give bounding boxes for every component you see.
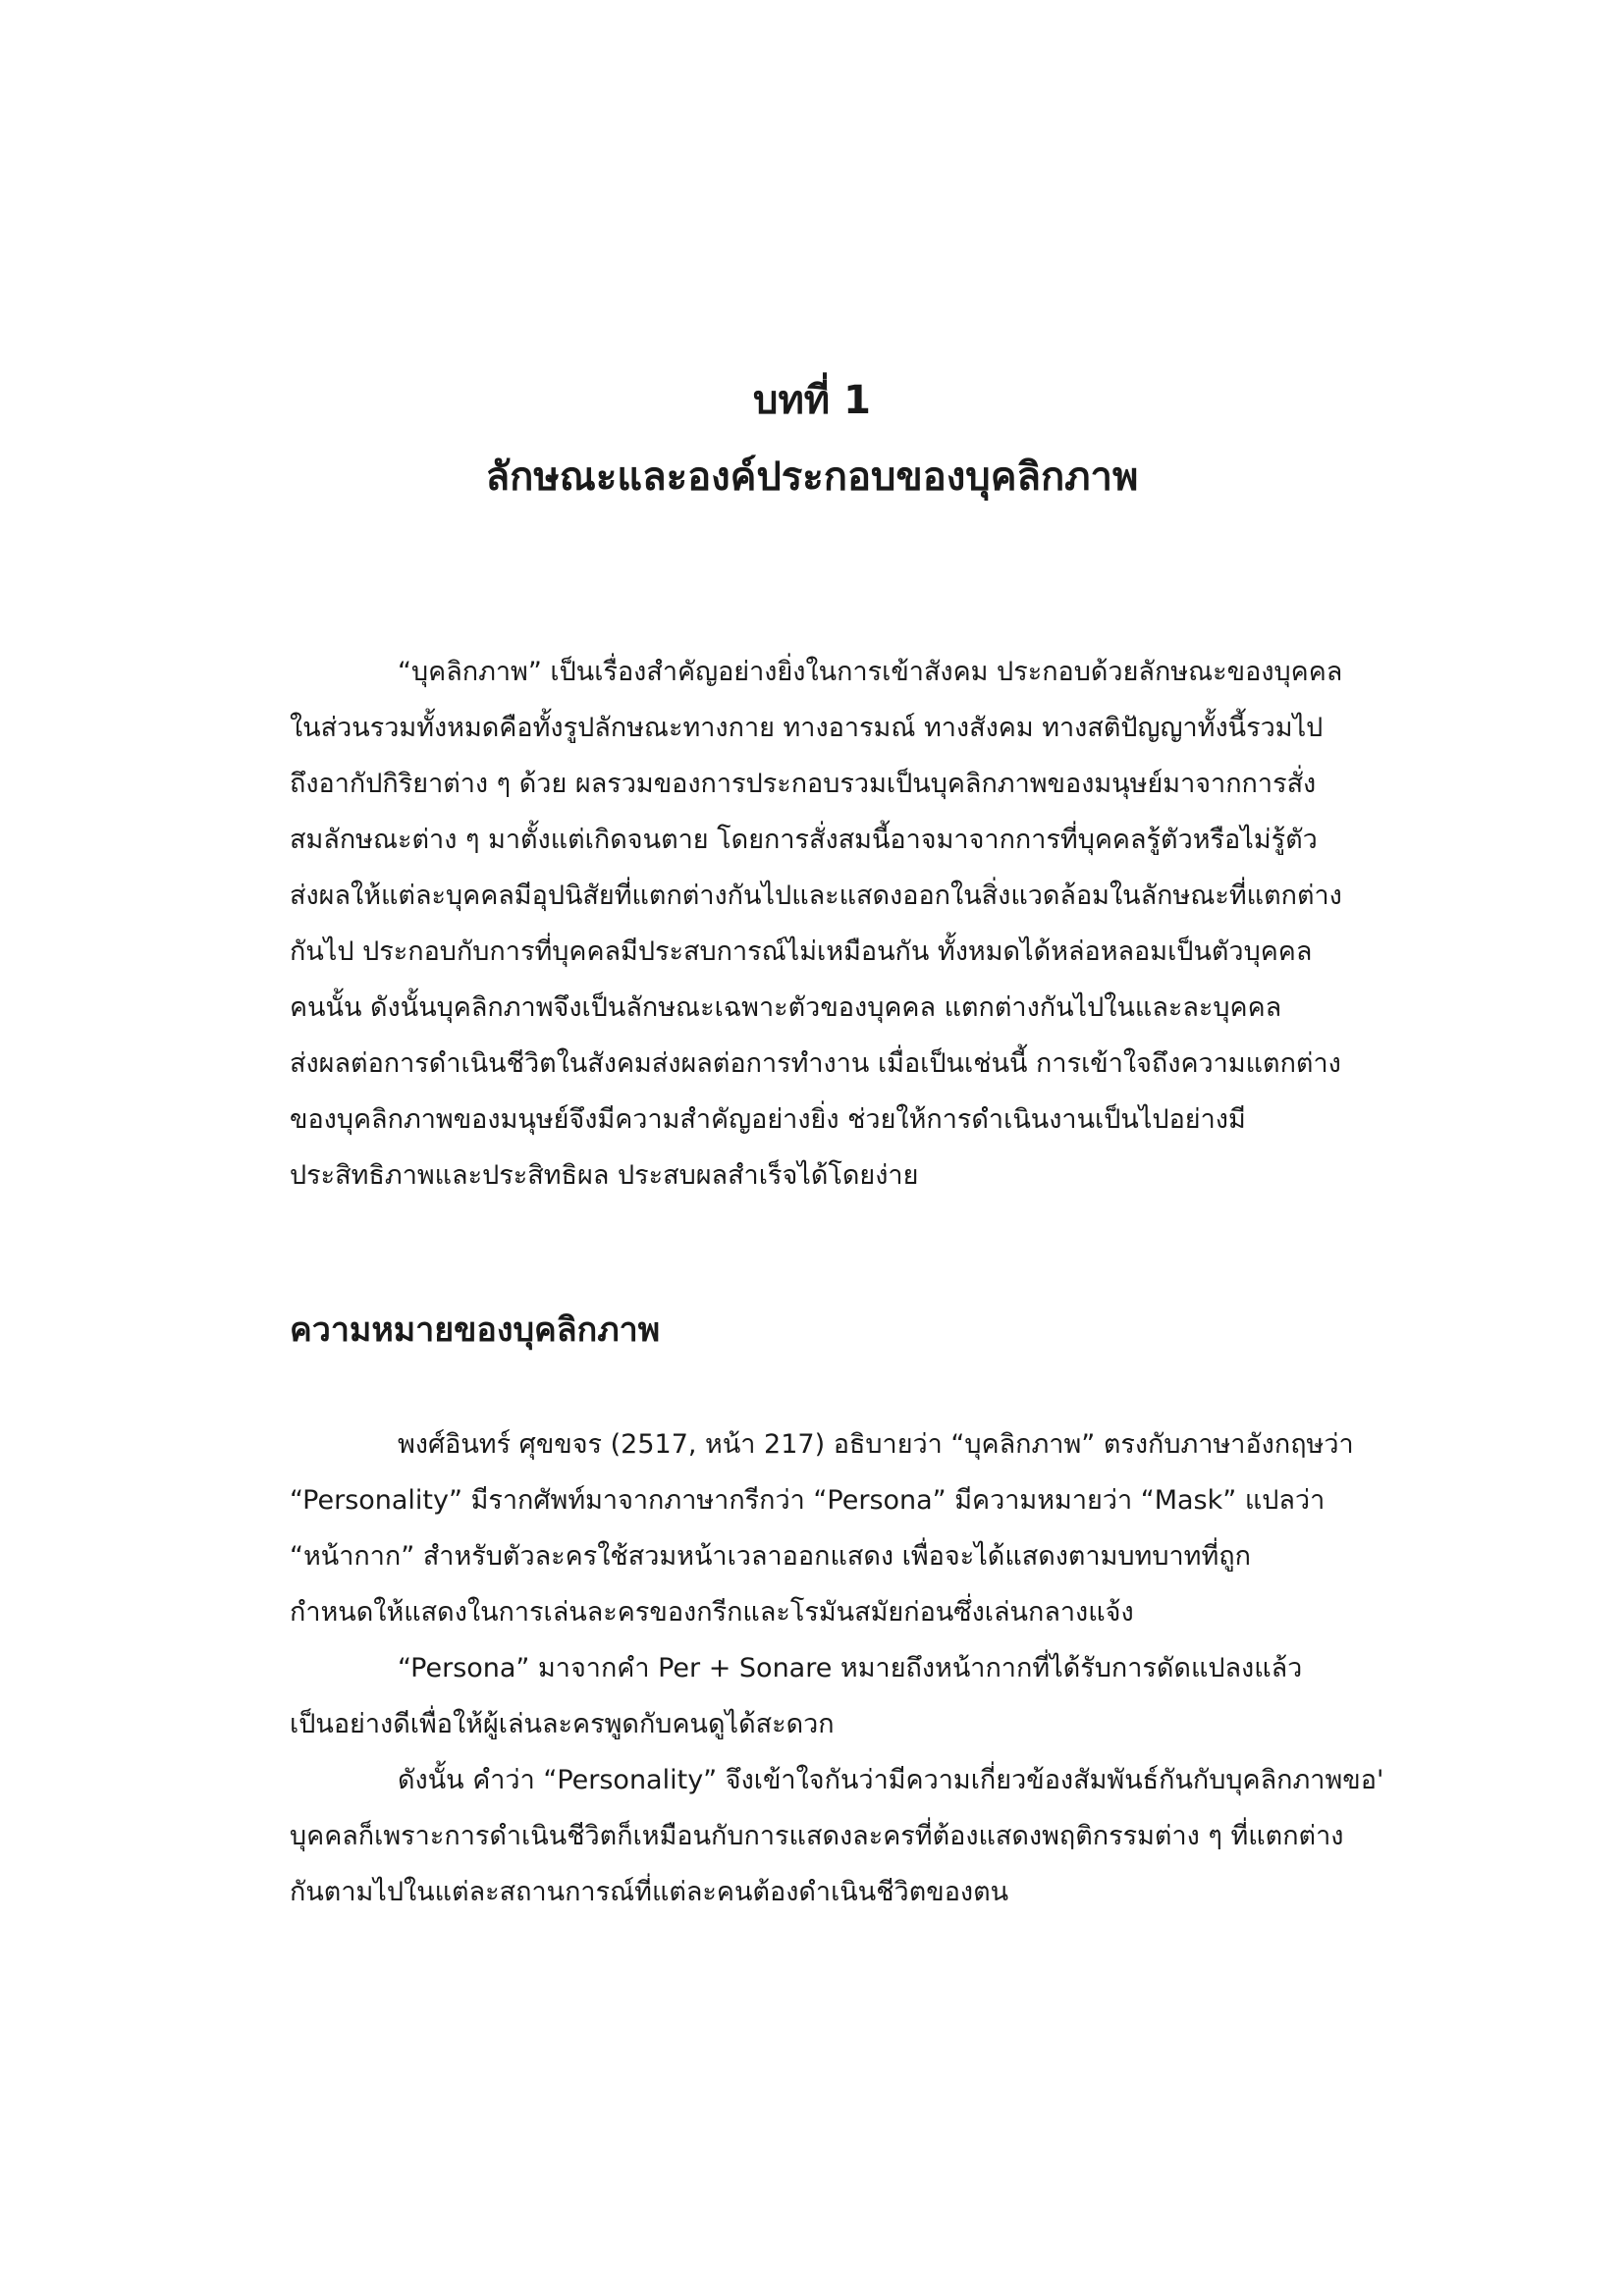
section-paragraph-2: [290, 1640, 1394, 1752]
intro-line: ส่งผลให้แต่ละบุคคลมีอุปนิสัยที่แตกต่างกันไปและแสดงออกในสิ่งแวดล้อมในลักษณะที่แตกต่าง: [290, 881, 1342, 911]
intro-line: สมลักษณะต่าง ๆ มาตั้งแต่เกิดจนตาย โดยการสั่งสมนี้อาจมาจากการที่บุคคลรู้ตัวหรือไม่รู้ตัว: [290, 825, 1318, 855]
intro-line: ในส่วนรวมทั้งหมดคือทั้งรูปลักษณะทางกาย ทางอารมณ์ ทางสังคม ทางสติปัญญาทั้งนี้รวมไป: [290, 713, 1324, 743]
section-line: เป็นอย่างดีเพื่อให้ผู้เล่นละครพูดกับคนดูได้สะดวก: [290, 1709, 835, 1739]
section-line: พงศ์อินทร์ ศุขขจร (2517, หน้า 217) อธิบายว่า “บุคลิกภาพ” ตรงกับภาษาอังกฤษว่า: [398, 1429, 1354, 1460]
section-line: “หน้ากาก” สำหรับตัวละครใช้สวมหน้าเวลาออกแสดง เพื่อจะได้แสดงตามบทบาทที่ถูก: [290, 1541, 1251, 1572]
section-line: บุคคลก็เพราะการดำเนินชีวิตก็เหมือนกับการแสดงละครที่ต้องแสดงพฤติกรรมต่าง ๆ ที่แตกต่าง: [290, 1821, 1344, 1851]
chapter-number: บทที่ 1: [753, 378, 871, 423]
chapter-title: ลักษณะและองค์ประกอบของบุคลิกภาพ: [485, 454, 1139, 500]
intro-line: ถึงอากัปกิริยาต่าง ๆ ด้วย ผลรวมของการประกอบรวมเป็นบุคลิกภาพของมนุษย์มาจากการสั่ง: [290, 769, 1317, 799]
intro-line: คนนั้น ดังนั้นบุคลิกภาพจึงเป็นลักษณะเฉพาะตัวของบุคคล แตกต่างกันไปในและละบุคคล: [290, 992, 1282, 1023]
section-line: “Personality” มีรากศัพท์มาจากภาษากรีกว่า “Persona” มีความหมายว่า “Mask” แปลว่า: [290, 1485, 1326, 1516]
section-paragraph-3: [290, 1752, 1394, 1920]
intro-line: ของบุคลิกภาพของมนุษย์จึงมีความสำคัญอย่างยิ่ง ช่วยให้การดำเนินงานเป็นไปอย่างมี: [290, 1104, 1246, 1135]
intro-line: ส่งผลต่อการดำเนินชีวิตในสังคมส่งผลต่อการทำงาน เมื่อเป็นเช่นนี้ การเข้าใจถึงความแตกต่าง: [290, 1048, 1341, 1079]
section-line: “Persona” มาจากคำ Per + Sonare หมายถึงหน้ากากที่ได้รับการดัดแปลงแล้ว: [398, 1653, 1303, 1683]
section-line: กำหนดให้แสดงในการเล่นละครของกรีกและโรมันสมัยก่อนซึ่งเล่นกลางแจ้ง: [290, 1597, 1134, 1628]
section-paragraph-1: [290, 1416, 1394, 1640]
section-line: ดังนั้น คำว่า “Personality” จึงเข้าใจกันว่ามีความเกี่ยวข้องสัมพันธ์กันกับบุคลิกภาพขอ': [398, 1765, 1384, 1795]
section-line: กันตามไปในแต่ละสถานการณ์ที่แต่ละคนต้องดำเนินชีวิตของตน: [290, 1877, 1009, 1907]
section-heading: ความหมายของบุคลิกภาพ: [290, 1310, 661, 1350]
intro-line: “บุคลิกภาพ” เป็นเรื่องสำคัญอย่างยิ่งในการเข้าสังคม ประกอบด้วยลักษณะของบุคคล: [398, 657, 1343, 687]
intro-line: กันไป ประกอบกับการที่บุคคลมีประสบการณ์ไม่เหมือนกัน ทั้งหมดได้หล่อหลอมเป็นตัวบุคคล: [290, 936, 1313, 967]
intro-line: ประสิทธิภาพและประสิทธิผล ประสบผลสำเร็จได้โดยง่าย: [290, 1160, 919, 1191]
intro-paragraph: [290, 644, 1394, 1203]
